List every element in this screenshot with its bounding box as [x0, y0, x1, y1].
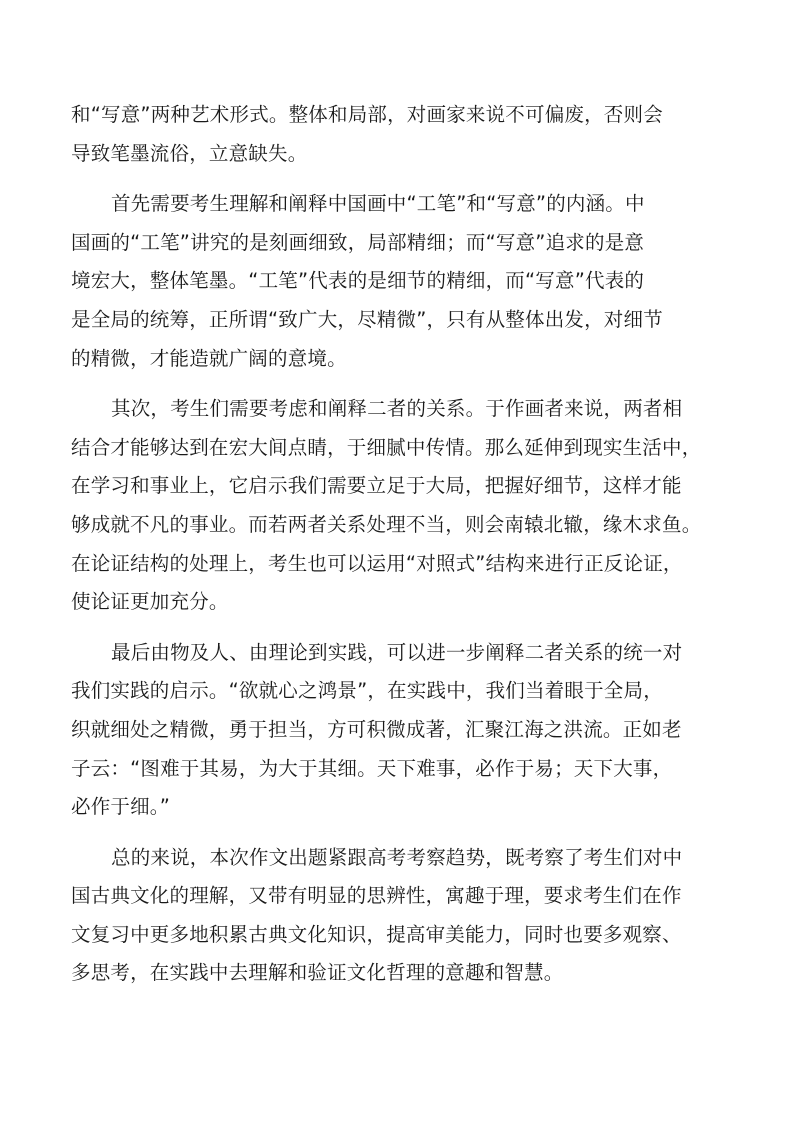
text-line: 够成就不凡的事业。而若两者关系处理不当，则会南辕北辙，缘木求鱼。	[71, 512, 702, 536]
text-line: 国画的“工笔”讲究的是刻画细致，局部精细；而“写意”追求的是意	[71, 230, 645, 254]
text-line	[71, 839, 731, 878]
text-line: 的精微，才能造就广阔的意境。	[71, 346, 347, 370]
text-line: 国古典文化的理解，又带有明显的思辨性，寓趣于理，要求考生们在作	[71, 884, 682, 908]
paragraph-3	[71, 634, 731, 827]
essay-commentary	[71, 96, 731, 993]
text-line: 在论证结构的处理上，考生也可以运用“对照式”结构来进行正反论证，	[71, 551, 683, 575]
text-line: 子云：“图难于其易，为大于其细。天下难事，必作于易；天下大事，	[71, 756, 673, 780]
text-line-content: 最后由物及人、由理论到实践，可以进一步阐释二者关系的统一对	[111, 640, 683, 664]
text-line: 多思考，在实践中去理解和验证文化哲理的意趣和智慧。	[71, 961, 564, 985]
text-line: 境宏大，整体笔墨。“工笔”代表的是细节的精细，而“写意”代表的	[71, 269, 645, 293]
text-line: 导致笔墨流俗，立意缺失。	[71, 141, 308, 165]
text-line	[71, 185, 731, 224]
paragraph-0	[71, 96, 731, 173]
text-line-content: 总的来说，本次作文出题紧跟高考考察趋势，既考察了考生们对中	[111, 845, 683, 869]
text-line: 和“写意”两种艺术形式。整体和局部，对画家来说不可偏废，否则会	[71, 103, 663, 126]
text-line: 织就细处之精微，勇于担当，方可积微成著，汇聚江海之洪流。正如老	[71, 717, 682, 741]
text-line: 使论证更加充分。	[71, 590, 229, 614]
text-line: 我们实践的启示。“欲就心之鸿景”，在实践中，我们当着眼于全局，	[71, 679, 663, 703]
text-line: 文复习中更多地积累古典文化知识，提高审美能力，同时也要多观察、	[71, 922, 682, 946]
text-line: 是全局的统筹，正所谓“致广大，尽精微”，只有从整体出发，对细节	[71, 307, 663, 331]
text-line: 在学习和事业上，它启示我们需要立足于大局，把握好细节，这样才能	[71, 474, 682, 498]
text-line-content: 首先需要考生理解和阐释中国画中“工笔”和“写意”的内涵。中	[111, 192, 645, 216]
text-line: 结合才能够达到在宏大间点睛，于细腻中传情。那么延伸到现实生活中，	[71, 435, 702, 459]
text-line	[71, 390, 731, 429]
paragraph-2	[71, 390, 731, 622]
text-line-content: 其次，考生们需要考虑和阐释二者的关系。于作画者来说，两者相	[111, 397, 683, 421]
paragraph-1	[71, 185, 731, 378]
paragraph-4	[71, 839, 731, 993]
text-line	[71, 634, 731, 673]
text-line: 必作于细。”	[71, 795, 171, 819]
